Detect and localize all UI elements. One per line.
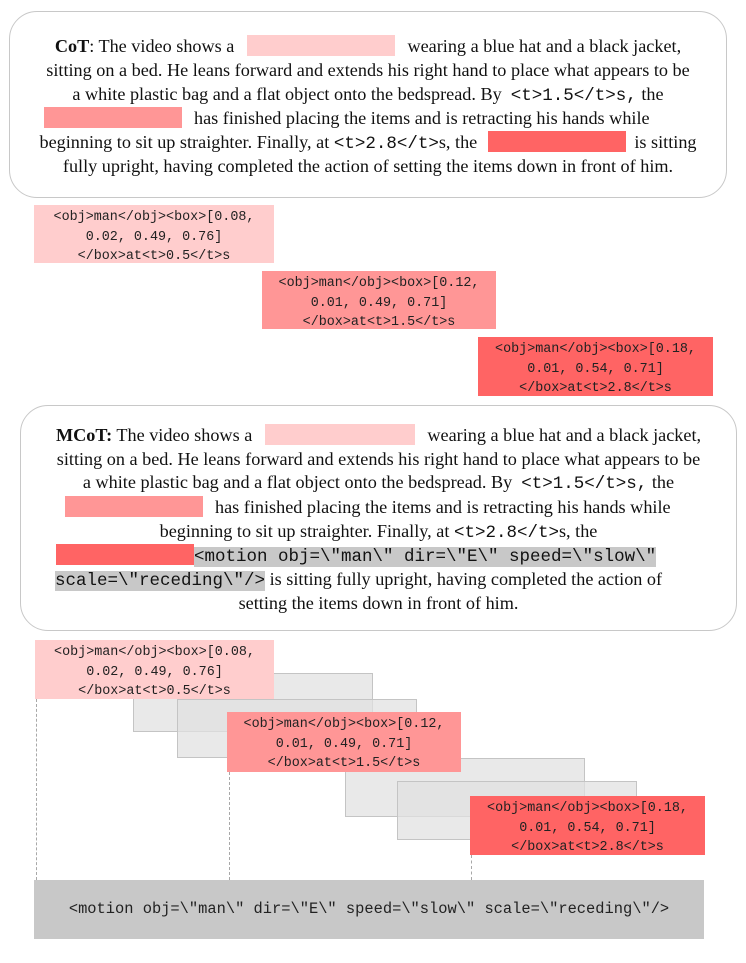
cot-line-6: fully upright, having completed the action of setting the items down in front of him. xyxy=(62,156,674,176)
mcot-box-tag-1: <obj>man</obj><box>[0.08, 0.02, 0.49, 0.76] </box>at<t>0.5</t>s xyxy=(35,640,274,699)
mcot-line-8: setting the items down in front of him. xyxy=(238,593,519,613)
timeline-dash-1 xyxy=(36,699,37,880)
cot-line-3: a white plastic bag and a flat object onto the bedspread. By <t>1.5</t>s, the xyxy=(72,84,664,106)
cot-label: CoT xyxy=(54,36,90,56)
mcot-box-tag-2: <obj>man</obj><box>[0.12, 0.01, 0.49, 0.71] </box>at<t>1.5</t>s xyxy=(227,712,461,772)
motion-token-bar: <motion obj=\"man\" dir=\"E\" speed=\"slow\" scale=\"receding\"/> xyxy=(34,880,704,939)
timeline-dash-3 xyxy=(471,855,472,880)
mcot-line-6 xyxy=(56,543,656,567)
cot-line-5: beginning to sit up straighter. Finally, at <t>2.8</t>s, the is sitting xyxy=(39,132,697,154)
cot-box-tag-1: <obj>man</obj><box>[0.08, 0.02, 0.49, 0.76] </box>at<t>0.5</t>s xyxy=(34,205,274,263)
mcot-time-1: <t>1.5</t>s, xyxy=(521,474,648,494)
timeline-dash-2 xyxy=(229,772,230,880)
mcot-label: MCoT: xyxy=(55,425,113,445)
mcot-line-2: sitting on a bed. He leans forward and extends his right hand to place what appears to be xyxy=(56,449,701,469)
mcot-object-placeholder-1 xyxy=(265,424,415,445)
cot-object-placeholder-1 xyxy=(247,35,395,56)
mcot-line-5: beginning to sit up straighter. Finally, at <t>2.8</t>s, the xyxy=(159,521,598,543)
cot-line-1: CoT: The video shows a wearing a blue hat and a black jacket, xyxy=(54,36,682,56)
cot-panel xyxy=(9,11,727,198)
mcot-object-placeholder-2 xyxy=(65,496,203,517)
cot-time-2: <t>2.8</t> xyxy=(333,134,439,154)
cot-box-tag-3: <obj>man</obj><box>[0.18, 0.01, 0.54, 0.71] </box>at<t>2.8</t>s xyxy=(478,337,713,396)
mcot-box-tag-3: <obj>man</obj><box>[0.18, 0.01, 0.54, 0.71] </box>at<t>2.8</t>s xyxy=(470,796,705,855)
cot-object-placeholder-3 xyxy=(488,131,626,152)
mcot-motion-token-2: scale=\"receding\"/> xyxy=(55,571,266,591)
cot-box-tag-2: <obj>man</obj><box>[0.12, 0.01, 0.49, 0.71] </box>at<t>1.5</t>s xyxy=(262,271,496,329)
cot-object-placeholder-2 xyxy=(44,107,182,128)
mcot-line-4: has finished placing the items and is retracting his hands while xyxy=(65,495,671,519)
cot-time-1: <t>1.5</t>s, xyxy=(510,86,637,106)
cot-line-4: has finished placing the items and is retracting his hands while xyxy=(44,106,650,130)
mcot-line-7: scale=\"receding\"/> is sitting fully upright, having completed the action of xyxy=(55,569,663,591)
mcot-time-2: <t>2.8</t> xyxy=(453,523,559,543)
cot-line-2: sitting on a bed. He leans forward and extends his right hand to place what appears to be xyxy=(46,60,690,80)
mcot-panel xyxy=(20,405,737,631)
mcot-object-placeholder-3 xyxy=(56,544,194,565)
mcot-line-3: a white plastic bag and a flat object onto the bedspread. By <t>1.5</t>s, the xyxy=(82,472,675,494)
mcot-motion-token-1: <motion obj=\"man\" dir=\"E\" speed=\"slow\" xyxy=(194,547,657,567)
mcot-line-1: MCoT: The video shows a wearing a blue hat and a black jacket, xyxy=(55,425,702,445)
